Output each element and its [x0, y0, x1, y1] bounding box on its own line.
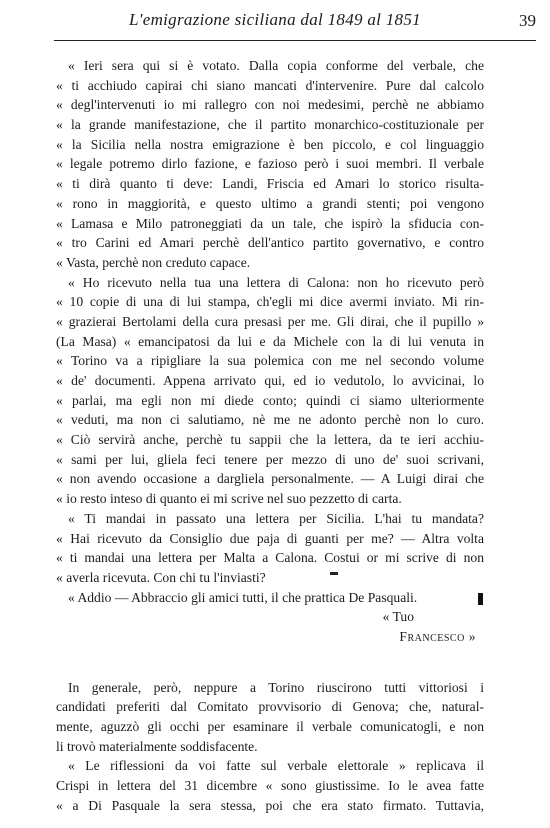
text-line: « la Sicilia nella nostra emigrazione è ben piccolo, e col linguaggio	[56, 136, 484, 152]
text-line: mente, aguzzò gli occhi per esaminare il verbale comunicatogli, e non	[56, 719, 484, 734]
text-line: « ti mandai una lettera per Malta a Calona. Costui or mi scrive di non	[56, 550, 484, 566]
section-gap	[56, 647, 484, 678]
text-line: « Lamasa e Milo patroneggiati da un tale, che ispirò la sfiducia con-	[56, 215, 484, 231]
text-line: « a Di Pasquale la sera stessa, poi che era stato firmato. Tuttavia,	[56, 797, 484, 813]
text-line: « ti acchiudo capirai chi siano mancati d'intervenire. Pure dal calcolo	[56, 77, 484, 93]
text-line: « legale potremo dirlo fazione, e fazioso però i suoi membri. Il verbale	[56, 156, 484, 172]
ink-blot-mark	[478, 593, 483, 605]
text-line: « 10 copie di una di lui stampa, ch'egli mi dice avermi inviato. Mi rin-	[56, 294, 484, 310]
running-title: L'emigrazione siciliana dal 1849 al 1851	[129, 10, 421, 29]
text-line: « Ti mandai in passato una lettera per Sicilia. L'hai tu mandata?	[68, 510, 484, 526]
text-line: « de' documenti. Appena arrivato qui, ed io vedutolo, lo avvicinai, lo	[56, 373, 484, 388]
text-line: « Le riflessioni da voi fatte sul verbale elettorale » replicava il	[68, 758, 484, 774]
letter-signature: Francesco »	[399, 628, 476, 644]
text-line: « veduti, ma non ci salutiamo, nè me ne adonto perchè non lo curo.	[56, 412, 484, 428]
text-line: « Hai ricevuto da Consiglio due paja di guanti per me? — Altra volta	[56, 530, 484, 546]
text-line: « Torino va a ripigliare la sua polemica con me nel secondo volume	[56, 353, 484, 369]
letter-closing: « Tuo	[382, 609, 414, 625]
text-line: In generale, però, neppure a Torino riuscirono tutti vittoriosi i	[68, 679, 484, 695]
text-line: « tro Carini ed Amari perchè dell'antico partito governativo, e contro	[56, 235, 484, 251]
text-line: « non avendo occasione a dargliela personalmente. — A Luigi dirai che	[56, 471, 484, 487]
text-line: « Addio — Abbraccio gli amici tutti, il che prattica De Pasquali.	[68, 589, 418, 605]
page-header	[0, 0, 550, 44]
text-line: « averla ricevuta. Con chi tu l'inviasti?	[56, 569, 266, 585]
text-line: candidati preferiti dal Comitato provvisorio di Genova; che, natural-	[56, 699, 484, 715]
text-line: « sami per lui, gliela feci tenere per mezzo di uno de' suoi scrivani,	[56, 451, 484, 467]
text-line: « io resto inteso di quanto ei mi scrive nel suo pezzetto di carta.	[56, 491, 402, 507]
text-line: « Vasta, perchè non creduto capace.	[56, 254, 251, 270]
text-line: « parlai, ma egli non mi diede conto; quindi ci siamo ulteriormente	[56, 392, 484, 408]
text-line: « rono in maggiorità, e questo ultimo a grandi stenti; poi vengono	[56, 195, 484, 211]
text-line: li trovò materialmente soddisfacente.	[56, 738, 258, 754]
text-line: « Ieri sera qui si è votato. Dalla copia conforme del verbale, che	[68, 58, 484, 73]
text-line: Crispi in lettera del 31 dicembre « sono giustissime. Io le avea fatte	[56, 778, 484, 794]
page-body	[56, 56, 484, 815]
text-line: « la grande manifestazione, che il partito monarchico-costituzionale per	[56, 117, 484, 133]
ink-dash-mark	[330, 572, 338, 575]
letter-quote	[56, 56, 484, 647]
narrative-text	[56, 678, 484, 816]
text-line: (La Masa) « emancipatosi da lui e da Michele con la di lui venuta in	[56, 333, 484, 349]
text-line: « ti dirà quanto ti deve: Landi, Friscia ed Amari lo storico risulta-	[56, 176, 484, 192]
text-line: « degl'intervenuti io mi rallegro con noi medesimi, perchè ne abbiamo	[56, 97, 484, 113]
text-line: « grazierai Bertolami della cura presasi per me. Gli dirai, che il pupillo »	[56, 313, 484, 329]
header-rule	[54, 40, 536, 41]
page-number: 39	[519, 11, 536, 30]
text-line: « Ho ricevuto nella tua una lettera di Calona: non ho ricevuto però	[68, 274, 484, 290]
text-line: « Ciò servirà anche, perchè tu sappii che la lettera, da te ieri acchiu-	[56, 432, 484, 448]
